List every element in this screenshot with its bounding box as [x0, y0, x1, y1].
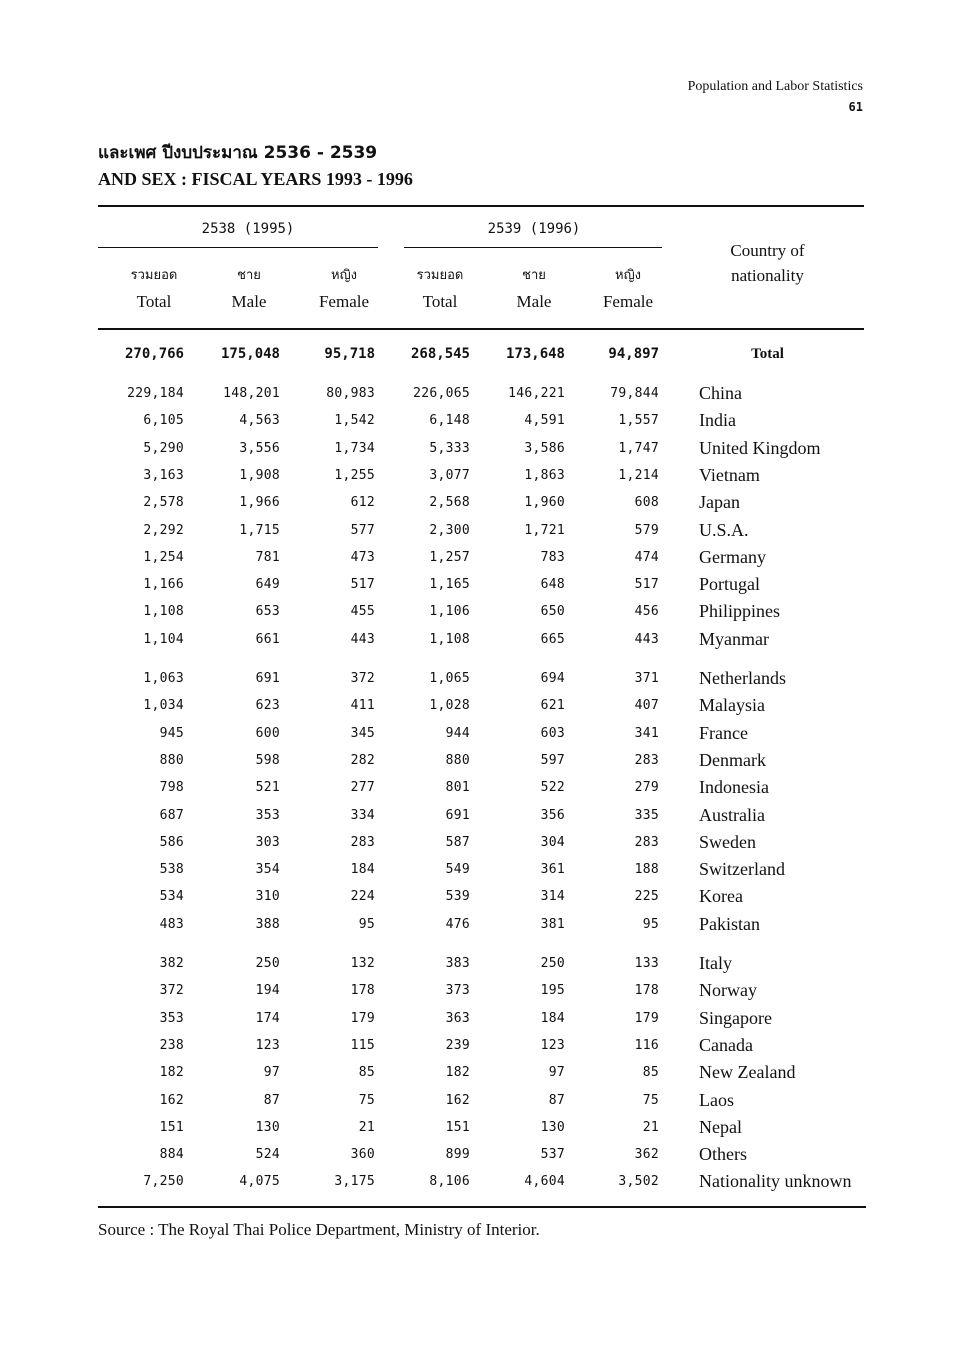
table-cell: 579 — [634, 522, 659, 538]
table-cell: 1,715 — [239, 522, 280, 538]
country-of-nationality-header — [700, 238, 835, 288]
table-cell: 8,106 — [429, 1174, 470, 1190]
table-cell: 188 — [634, 862, 659, 878]
table-cell: 1,214 — [618, 467, 659, 483]
table-cell: 388 — [255, 916, 280, 932]
table-cell: 5,333 — [429, 440, 470, 456]
table-cell: 341 — [634, 725, 659, 741]
table-row — [0, 411, 966, 437]
country-name: Philippines — [699, 601, 781, 622]
table-cell: 182 — [445, 1065, 470, 1081]
table-cell: 178 — [634, 983, 659, 999]
table-cell: 539 — [445, 889, 470, 905]
table-cell: 80,983 — [326, 386, 375, 401]
table-cell: 146,221 — [508, 386, 565, 401]
total-row — [0, 346, 966, 368]
table-cell: 123 — [255, 1037, 280, 1053]
table-cell: 798 — [159, 780, 184, 796]
country-name: Indonesia — [699, 777, 769, 798]
table-cell: 649 — [255, 577, 280, 593]
table-row — [0, 575, 966, 601]
table-cell: 455 — [350, 604, 375, 620]
bottom-rule — [98, 1206, 866, 1208]
table-cell: 691 — [255, 671, 280, 686]
table-row — [0, 1145, 966, 1171]
table-cell: 371 — [634, 671, 659, 686]
table-cell: 483 — [159, 916, 184, 932]
table-cell: 600 — [255, 725, 280, 741]
header-bottom-rule — [98, 328, 864, 330]
table-cell: 521 — [255, 780, 280, 796]
table-cell: 1,255 — [334, 467, 375, 483]
table-cell: 179 — [634, 1010, 659, 1026]
col-female-1996: Female — [602, 292, 654, 311]
table-cell: 1,063 — [143, 671, 184, 686]
col-thai-total-1996: รวมยอด — [416, 268, 464, 283]
table-cell: 650 — [540, 604, 565, 620]
table-cell: 250 — [540, 956, 565, 971]
table-cell: 85 — [358, 1065, 375, 1081]
table-cell: 372 — [350, 671, 375, 686]
table-cell: 3,077 — [429, 467, 470, 483]
table-cell: 310 — [255, 889, 280, 905]
table-cell: 538 — [159, 862, 184, 878]
table-cell: 944 — [445, 725, 470, 741]
table-cell: 1,747 — [618, 440, 659, 456]
table-cell: 411 — [350, 698, 375, 714]
country-name: Others — [699, 1144, 747, 1165]
table-cell: 783 — [540, 549, 565, 565]
table-cell: 283 — [634, 834, 659, 850]
table-row — [0, 521, 966, 547]
table-cell: 363 — [445, 1010, 470, 1026]
table-cell: 3,586 — [524, 440, 565, 456]
table-cell: 7,250 — [143, 1174, 184, 1190]
table-cell: 277 — [350, 780, 375, 796]
table-cell: 130 — [255, 1119, 280, 1135]
table-row — [0, 1036, 966, 1062]
table-cell: 1,166 — [143, 577, 184, 593]
table-cell: 115 — [350, 1037, 375, 1053]
table-cell: 1,034 — [143, 698, 184, 714]
table-cell: 665 — [540, 631, 565, 647]
table-cell: 97 — [548, 1065, 565, 1081]
table-cell: 382 — [159, 956, 184, 971]
table-cell: 283 — [634, 752, 659, 768]
table-cell: 1,721 — [524, 522, 565, 538]
table-row — [0, 1063, 966, 1089]
table-cell: 282 — [350, 752, 375, 768]
total-cell: 94,897 — [608, 346, 659, 362]
table-cell: 21 — [358, 1119, 375, 1135]
table-cell: 1,960 — [524, 495, 565, 511]
table-cell: 353 — [255, 807, 280, 823]
table-cell: 1,557 — [618, 413, 659, 429]
table-cell: 229,184 — [127, 386, 184, 401]
table-cell: 151 — [445, 1119, 470, 1135]
table-row — [0, 806, 966, 832]
table-row — [0, 860, 966, 886]
country-name: Nepal — [699, 1116, 742, 1137]
country-name: Nationality unknown — [699, 1171, 852, 1192]
country-name: United Kingdom — [699, 437, 821, 458]
table-cell: 87 — [263, 1092, 280, 1108]
table-cell: 517 — [350, 577, 375, 593]
country-name: Vietnam — [699, 464, 760, 485]
table-row — [0, 602, 966, 628]
table-cell: 354 — [255, 862, 280, 878]
table-cell: 586 — [159, 834, 184, 850]
table-cell: 314 — [540, 889, 565, 905]
table-cell: 87 — [548, 1092, 565, 1108]
table-row — [0, 833, 966, 859]
table-cell: 6,148 — [429, 413, 470, 429]
country-name: Malaysia — [699, 695, 765, 716]
table-cell: 179 — [350, 1010, 375, 1026]
table-row — [0, 384, 966, 410]
country-name: Sweden — [699, 831, 756, 852]
col-thai-female-1995: หญิง — [331, 268, 357, 283]
table-cell: 373 — [445, 983, 470, 999]
table-cell: 95 — [358, 916, 375, 932]
country-header-line-1: Country of — [730, 241, 805, 260]
table-cell: 945 — [159, 725, 184, 741]
col-male-1995: Male — [231, 292, 267, 311]
table-row — [0, 1009, 966, 1035]
top-rule — [98, 205, 864, 207]
group-rule-1995 — [98, 247, 378, 248]
table-cell: 75 — [642, 1092, 659, 1108]
table-cell: 884 — [159, 1147, 184, 1163]
col-thai-female-1996: หญิง — [615, 268, 641, 283]
table-cell: 130 — [540, 1119, 565, 1135]
country-name: Netherlands — [699, 668, 786, 688]
table-cell: 353 — [159, 1010, 184, 1026]
country-name: China — [699, 383, 742, 403]
table-cell: 476 — [445, 916, 470, 932]
table-cell: 3,175 — [334, 1174, 375, 1190]
country-name: Denmark — [699, 749, 766, 770]
table-cell: 372 — [159, 983, 184, 999]
table-cell: 345 — [350, 725, 375, 741]
total-cell: 95,718 — [324, 346, 375, 362]
table-row — [0, 669, 966, 695]
table-row — [0, 696, 966, 722]
table-cell: 79,844 — [610, 386, 659, 401]
table-row — [0, 887, 966, 913]
table-cell: 195 — [540, 983, 565, 999]
country-name: Australia — [699, 804, 765, 825]
table-row — [0, 954, 966, 980]
table-title — [98, 140, 413, 192]
table-cell: 587 — [445, 834, 470, 850]
table-cell: 1,257 — [429, 549, 470, 565]
country-name: U.S.A. — [699, 519, 749, 540]
table-cell: 381 — [540, 916, 565, 932]
table-cell: 1,908 — [239, 467, 280, 483]
table-cell: 443 — [350, 631, 375, 647]
table-cell: 182 — [159, 1065, 184, 1081]
country-name: Laos — [699, 1089, 734, 1110]
table-row — [0, 724, 966, 750]
table-cell: 1,065 — [429, 671, 470, 686]
table-cell: 608 — [634, 495, 659, 511]
country-name: Japan — [699, 492, 740, 513]
country-name: Germany — [699, 546, 766, 567]
group-label-1996: 2539 (1996) — [487, 221, 581, 237]
table-row — [0, 1118, 966, 1144]
table-cell: 2,578 — [143, 495, 184, 511]
table-cell: 184 — [540, 1010, 565, 1026]
group-rule-1996 — [404, 247, 662, 248]
table-cell: 597 — [540, 752, 565, 768]
table-row — [0, 1091, 966, 1117]
table-cell: 194 — [255, 983, 280, 999]
country-name: Pakistan — [699, 913, 760, 934]
country-name: France — [699, 722, 748, 743]
table-cell: 474 — [634, 549, 659, 565]
table-cell: 3,163 — [143, 467, 184, 483]
country-name: Singapore — [699, 1007, 772, 1028]
table-row — [0, 915, 966, 941]
table-cell: 603 — [540, 725, 565, 741]
page-number: 61 — [848, 100, 863, 114]
table-cell: 880 — [445, 752, 470, 768]
table-cell: 443 — [634, 631, 659, 647]
table-cell: 4,604 — [524, 1174, 565, 1190]
country-name: Portugal — [699, 574, 760, 595]
table-row — [0, 466, 966, 492]
table-cell: 225 — [634, 889, 659, 905]
table-cell: 238 — [159, 1037, 184, 1053]
table-cell: 148,201 — [223, 386, 280, 401]
table-cell: 335 — [634, 807, 659, 823]
table-cell: 1,966 — [239, 495, 280, 511]
table-cell: 1,108 — [429, 631, 470, 647]
table-cell: 224 — [350, 889, 375, 905]
table-cell: 623 — [255, 698, 280, 714]
table-row — [0, 1172, 966, 1198]
table-title-english: AND SEX : FISCAL YEARS 1993 - 1996 — [98, 169, 413, 189]
table-cell: 151 — [159, 1119, 184, 1135]
table-cell: 2,292 — [143, 522, 184, 538]
total-cell: 270,766 — [124, 346, 184, 362]
table-cell: 178 — [350, 983, 375, 999]
table-cell: 534 — [159, 889, 184, 905]
table-cell: 250 — [255, 956, 280, 971]
table-cell: 781 — [255, 549, 280, 565]
table-cell: 456 — [634, 604, 659, 620]
country-name: Myanmar — [699, 628, 769, 649]
table-cell: 4,591 — [524, 413, 565, 429]
table-cell: 880 — [159, 752, 184, 768]
col-total-1996: Total — [422, 292, 458, 311]
table-title-thai: และเพศ ปีงบประมาณ 2536 - 2539 — [98, 143, 378, 163]
col-total-1995: Total — [136, 292, 172, 311]
running-head-title: Population and Labor Statistics — [687, 79, 863, 94]
table-cell: 2,300 — [429, 522, 470, 538]
col-male-1996: Male — [516, 292, 552, 311]
table-cell: 653 — [255, 604, 280, 620]
country-header-line-2: nationality — [731, 266, 804, 285]
total-cell: 268,545 — [410, 346, 470, 362]
table-cell: 356 — [540, 807, 565, 823]
col-thai-total-1995: รวมยอด — [130, 268, 178, 283]
table-row — [0, 548, 966, 574]
table-cell: 524 — [255, 1147, 280, 1163]
table-cell: 522 — [540, 780, 565, 796]
table-cell: 537 — [540, 1147, 565, 1163]
table-cell: 4,075 — [239, 1174, 280, 1190]
table-cell: 97 — [263, 1065, 280, 1081]
country-name: Norway — [699, 980, 757, 1001]
table-cell: 687 — [159, 807, 184, 823]
table-cell: 95 — [642, 916, 659, 932]
table-cell: 174 — [255, 1010, 280, 1026]
table-cell: 6,105 — [143, 413, 184, 429]
table-cell: 383 — [445, 956, 470, 971]
table-cell: 304 — [540, 834, 565, 850]
table-cell: 5,290 — [143, 440, 184, 456]
table-cell: 1,104 — [143, 631, 184, 647]
running-head — [688, 76, 863, 118]
col-thai-male-1995: ชาย — [237, 268, 261, 283]
table-cell: 899 — [445, 1147, 470, 1163]
country-name: New Zealand — [699, 1062, 796, 1083]
table-cell: 2,568 — [429, 495, 470, 511]
col-thai-male-1996: ชาย — [522, 268, 546, 283]
table-row — [0, 630, 966, 656]
table-cell: 694 — [540, 671, 565, 686]
country-name: Canada — [699, 1034, 753, 1055]
table-cell: 1,108 — [143, 604, 184, 620]
table-cell: 162 — [445, 1092, 470, 1108]
table-cell: 612 — [350, 495, 375, 511]
table-cell: 1,165 — [429, 577, 470, 593]
table-cell: 598 — [255, 752, 280, 768]
country-name: Italy — [699, 953, 732, 973]
table-cell: 132 — [350, 956, 375, 971]
source-note: Source : The Royal Thai Police Department, Ministry of Interior. — [98, 1220, 540, 1239]
table-cell: 283 — [350, 834, 375, 850]
table-cell: 75 — [358, 1092, 375, 1108]
table-cell: 801 — [445, 780, 470, 796]
table-cell: 1,734 — [334, 440, 375, 456]
table-cell: 691 — [445, 807, 470, 823]
table-cell: 621 — [540, 698, 565, 714]
table-cell: 162 — [159, 1092, 184, 1108]
table-cell: 303 — [255, 834, 280, 850]
table-cell: 549 — [445, 862, 470, 878]
table-cell: 3,502 — [618, 1174, 659, 1190]
table-cell: 661 — [255, 631, 280, 647]
country-name: Korea — [699, 886, 743, 907]
table-cell: 1,542 — [334, 413, 375, 429]
table-cell: 517 — [634, 577, 659, 593]
table-cell: 1,254 — [143, 549, 184, 565]
col-female-1995: Female — [318, 292, 370, 311]
table-cell: 21 — [642, 1119, 659, 1135]
table-cell: 123 — [540, 1037, 565, 1053]
table-cell: 133 — [634, 956, 659, 971]
table-row — [0, 778, 966, 804]
group-label-1995: 2538 (1995) — [201, 221, 295, 237]
table-cell: 279 — [634, 780, 659, 796]
table-cell: 184 — [350, 862, 375, 878]
table-cell: 116 — [634, 1037, 659, 1053]
total-label: Total — [751, 346, 784, 362]
table-row — [0, 981, 966, 1007]
table-cell: 1,863 — [524, 467, 565, 483]
table-cell: 4,563 — [239, 413, 280, 429]
table-row — [0, 439, 966, 465]
table-cell: 334 — [350, 807, 375, 823]
country-name: Switzerland — [699, 859, 785, 880]
table-cell: 85 — [642, 1065, 659, 1081]
table-cell: 362 — [634, 1147, 659, 1163]
table-cell: 239 — [445, 1037, 470, 1053]
table-cell: 3,556 — [239, 440, 280, 456]
table-cell: 361 — [540, 862, 565, 878]
table-cell: 1,106 — [429, 604, 470, 620]
table-cell: 407 — [634, 698, 659, 714]
table-cell: 473 — [350, 549, 375, 565]
total-cell: 173,648 — [505, 346, 565, 362]
table-cell: 577 — [350, 522, 375, 538]
table-row — [0, 493, 966, 519]
total-cell: 175,048 — [220, 346, 280, 362]
table-cell: 1,028 — [429, 698, 470, 714]
table-row — [0, 751, 966, 777]
table-cell: 226,065 — [413, 386, 470, 401]
country-name: India — [699, 410, 736, 431]
table-cell: 360 — [350, 1147, 375, 1163]
table-cell: 648 — [540, 577, 565, 593]
